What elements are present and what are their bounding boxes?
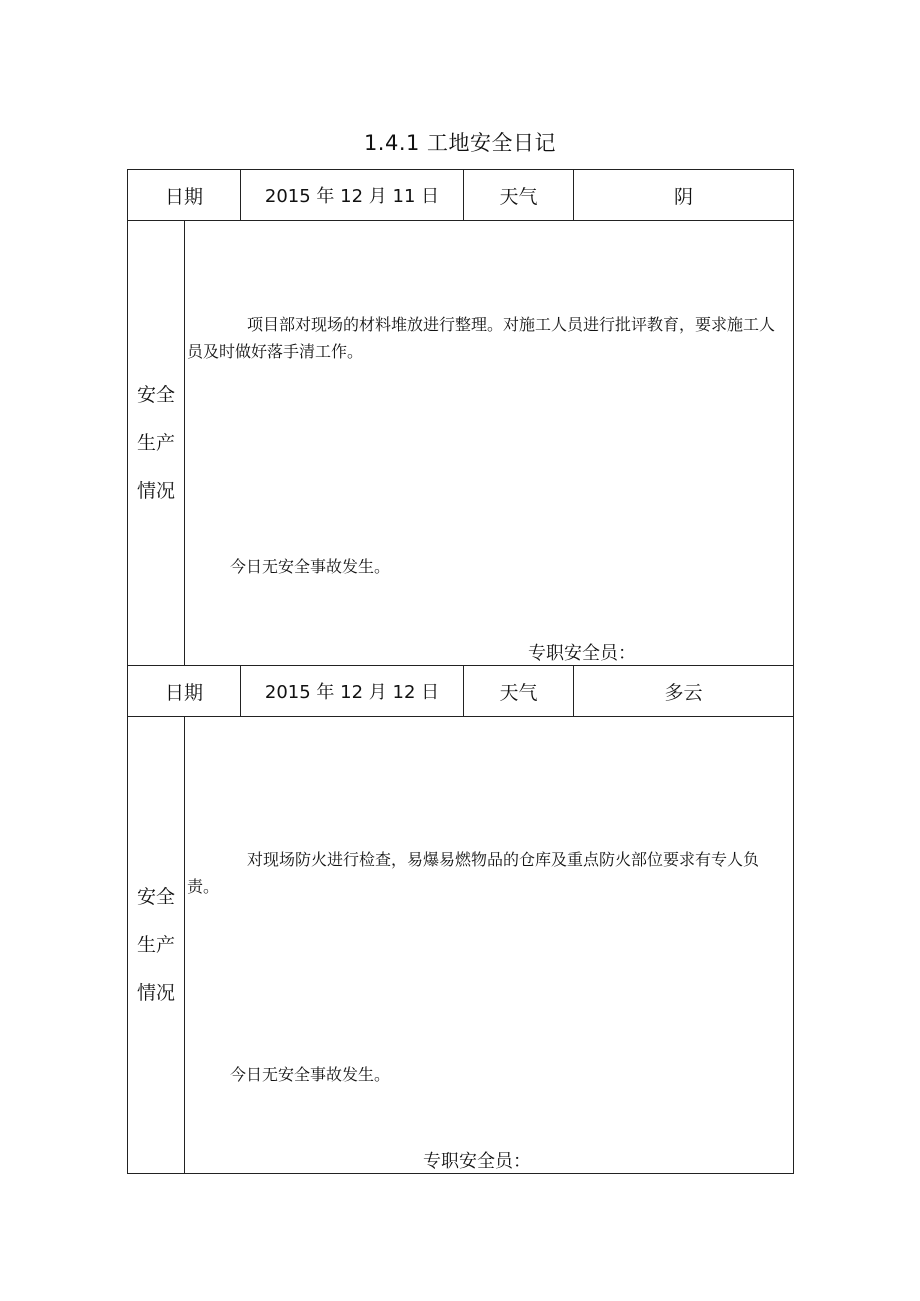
entry-paragraph: 对现场防火进行检查，易爆易燃物品的仓库及重点防火部位要求有专人负责。 xyxy=(187,850,760,896)
weather-label: 天气 xyxy=(464,666,574,717)
weather-value: 阴 xyxy=(574,170,794,221)
weather-value: 多云 xyxy=(574,666,794,717)
entry-body-row xyxy=(128,717,794,1174)
entry-body-row xyxy=(128,221,794,666)
safety-production-label: 安全 生产 情况 xyxy=(128,221,185,666)
safety-content-cell xyxy=(185,221,794,666)
entry-header-row xyxy=(128,170,794,221)
weather-label: 天气 xyxy=(464,170,574,221)
safety-diary-table xyxy=(127,169,794,1174)
date-value: 2015 年 12 月 12 日 xyxy=(241,666,464,717)
entry-status: 今日无安全事故发生。 xyxy=(230,557,391,576)
safety-production-label: 安全 生产 情况 xyxy=(128,717,185,1174)
entry-status: 今日无安全事故发生。 xyxy=(230,1065,391,1084)
entry-header-row xyxy=(128,666,794,717)
page-title: 1.4.1 工地安全日记 xyxy=(363,131,557,155)
officer-signature-label: 专职安全员： xyxy=(423,1151,531,1172)
date-value: 2015 年 12 月 11 日 xyxy=(241,170,464,221)
safety-content-cell xyxy=(185,717,794,1174)
entry-paragraph: 项目部对现场的材料堆放进行整理。对施工人员进行批评教育，要求施工人员及时做好落手清工作。 xyxy=(187,315,776,361)
date-label: 日期 xyxy=(128,666,241,717)
officer-signature-label: 专职安全员： xyxy=(528,643,636,664)
date-label: 日期 xyxy=(128,170,241,221)
